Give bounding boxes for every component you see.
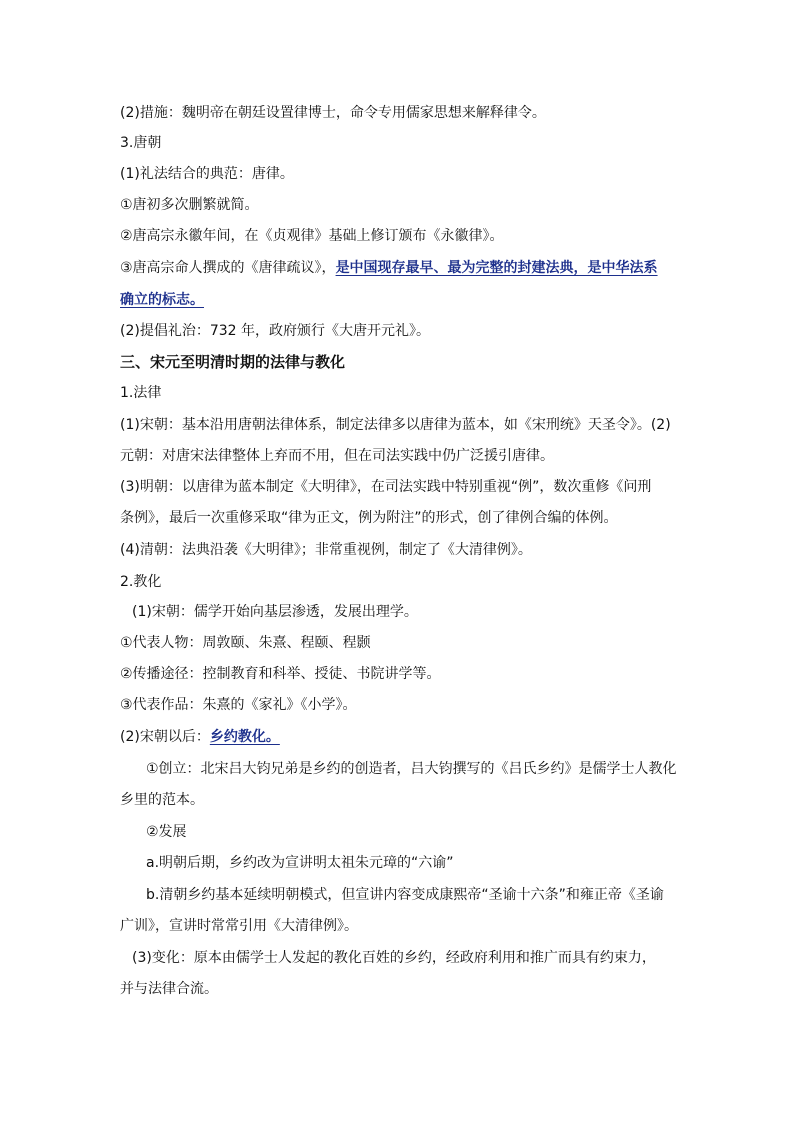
- text-line: 并与法律合流。: [120, 981, 218, 997]
- text-line: (3)明朝：以唐律为蓝本制定《大明律》，在司法实践中特别重视“例”，数次重修《问刑: [120, 479, 652, 495]
- section-heading: 3.唐朝: [120, 135, 162, 151]
- text-line: (1)礼法结合的典范：唐律。: [120, 166, 294, 182]
- section-title: 三、宋元至明清时期的法律与教化: [120, 353, 346, 371]
- text-line: [120, 290, 204, 310]
- text-segment: ③唐高宗命人撰成的《唐律疏议》，: [120, 260, 336, 276]
- text-line: [120, 258, 658, 278]
- highlighted-text: 是中国现存最早、最为完整的封建法典，是中华法系: [335, 260, 658, 276]
- text-line: [120, 727, 280, 747]
- text-line: b.清朝乡约基本延续明朝模式，但宣讲内容变成康熙帝“圣谕十六条”和雍正帝《圣谕: [146, 887, 664, 903]
- highlighted-text: 乡约教化。: [209, 729, 280, 745]
- text-line: (1)宋朝：儒学开始向基层渗透，发展出理学。: [132, 604, 418, 620]
- text-line: (4)清朝：法典沿袭《大明律》；非常重视例，制定了《大清律例》。: [120, 542, 532, 558]
- text-line: (2)措施：魏明帝在朝廷设置律博士，命令专用儒家思想来解释律令。: [120, 105, 546, 121]
- text-line: 元朝：对唐宋法律整体上弃而不用，但在司法实践中仍广泛援引唐律。: [120, 448, 554, 464]
- text-segment: (2)宋朝以后：: [120, 729, 210, 745]
- text-line: ①唐初多次删繁就简。: [120, 197, 259, 213]
- section-heading: 1.法律: [120, 385, 162, 401]
- text-line: ②唐高宗永徽年间，在《贞观律》基础上修订颁布《永徽律》。: [120, 228, 504, 244]
- text-line: ③代表作品：朱熹的《家礼》《小学》。: [120, 697, 357, 713]
- text-line: (1)宋朝：基本沿用唐朝法律体系，制定法律多以唐律为蓝本，如《宋刑统》天圣令》。(2): [120, 417, 671, 433]
- text-line: 广训》，宣讲时常常引用《大清律例》。: [120, 918, 358, 934]
- highlighted-text: 确立的标志。: [120, 292, 204, 308]
- text-line: ①代表人物：周敦颐、朱熹、程颐、程颢: [120, 635, 371, 651]
- text-line: (2)提倡礼治：732 年，政府颁行《大唐开元礼》。: [120, 323, 431, 339]
- text-line: ①创立：北宋吕大钧兄弟是乡约的创造者，吕大钧撰写的《吕氏乡约》是儒学士人教化: [146, 761, 677, 777]
- text-line: 条例》，最后一次重修采取“律为正文，例为附注”的形式，创了律例合编的体例。: [120, 510, 618, 526]
- text-line: ②发展: [146, 824, 187, 840]
- text-line: a.明朝后期，乡约改为宣讲明太祖朱元璋的“六谕”: [146, 855, 454, 871]
- text-line: 乡里的范本。: [120, 792, 204, 808]
- section-heading: 2.教化: [120, 574, 162, 590]
- text-line: (3)变化：原本由儒学士人发起的教化百姓的乡约，经政府利用和推广而具有约束力，: [132, 950, 656, 966]
- text-line: ②传播途径：控制教育和科举、授徒、书院讲学等。: [120, 666, 441, 682]
